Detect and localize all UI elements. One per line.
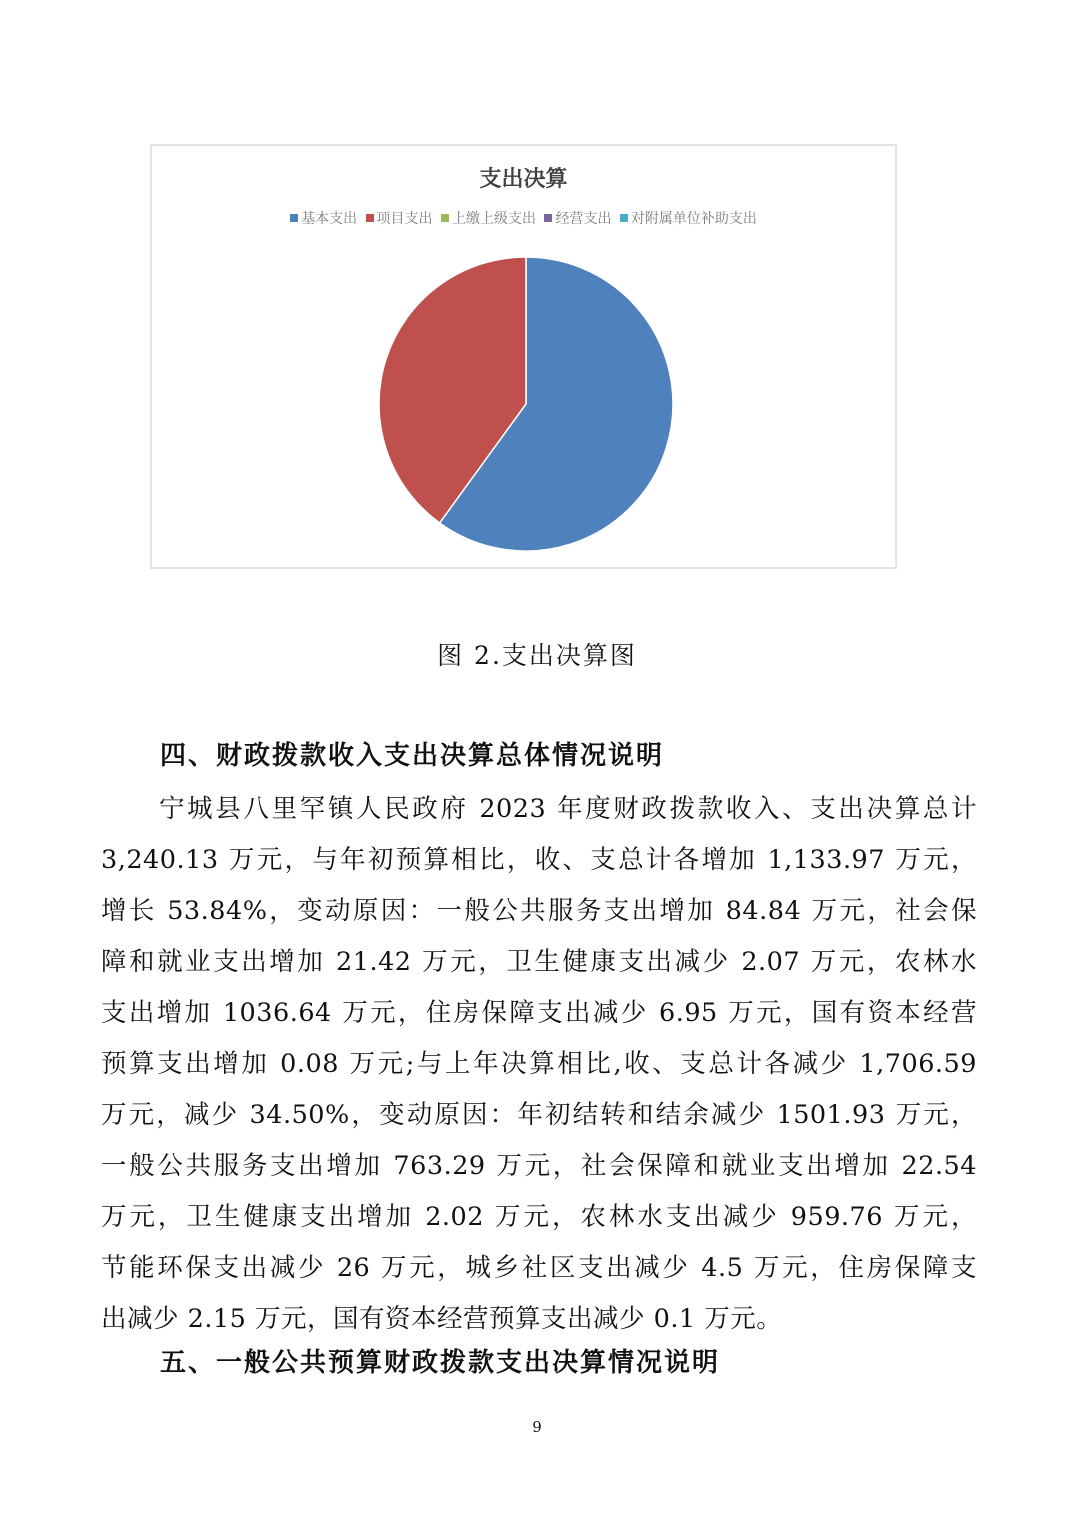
paragraph-line: 3,240.13 万元，与年初预算相比，收、支总计各增加 1,133.97 万元， xyxy=(101,845,977,875)
chart-container xyxy=(150,144,897,569)
section-heading-4: 四、财政拨款收入支出决算总体情况说明 xyxy=(160,741,665,771)
paragraph-line: 宁城县八里罕镇人民政府 2023 年度财政拨款收入、支出决算总计 xyxy=(159,794,977,824)
section-4-paragraph xyxy=(101,784,977,1345)
legend-label: 项目支出 xyxy=(376,211,433,227)
figure-caption: 图 2.支出决算图 xyxy=(437,641,637,670)
paragraph-line: 万元，卫生健康支出增加 2.02 万元，农林水支出减少 959.76 万元， xyxy=(101,1202,977,1232)
paragraph-line: 障和就业支出增加 21.42 万元，卫生健康支出减少 2.07 万元，农林水 xyxy=(101,947,977,977)
legend-label: 上缴上级支出 xyxy=(452,211,536,227)
legend-label: 基本支出 xyxy=(301,211,358,227)
paragraph-line: 出减少 2.15 万元，国有资本经营预算支出减少 0.1 万元。 xyxy=(101,1304,783,1334)
page-number: 9 xyxy=(532,1418,542,1436)
legend-label: 经营支出 xyxy=(555,211,612,227)
legend-label: 对附属单位补助支出 xyxy=(630,211,757,227)
paragraph-line: 预算支出增加 0.08 万元;与上年决算相比,收、支总计各减少 1,706.59 xyxy=(101,1049,977,1079)
paragraph-line: 增长 53.84%，变动原因：一般公共服务支出增加 84.84 万元，社会保 xyxy=(101,896,977,926)
chart-title: 支出决算 xyxy=(479,167,568,192)
paragraph-line: 万元，减少 34.50%，变动原因：年初结转和结余减少 1501.93 万元， xyxy=(101,1100,977,1130)
paragraph-line: 支出增加 1036.64 万元，住房保障支出减少 6.95 万元，国有资本经营 xyxy=(101,998,977,1028)
section-heading-5: 五、一般公共预算财政拨款支出决算情况说明 xyxy=(160,1348,721,1378)
paragraph-line: 节能环保支出减少 26 万元，城乡社区支出减少 4.5 万元，住房保障支 xyxy=(101,1253,977,1283)
paragraph-line: 一般公共服务支出增加 763.29 万元，社会保障和就业支出增加 22.54 xyxy=(101,1151,977,1181)
pie-chart xyxy=(152,146,895,567)
